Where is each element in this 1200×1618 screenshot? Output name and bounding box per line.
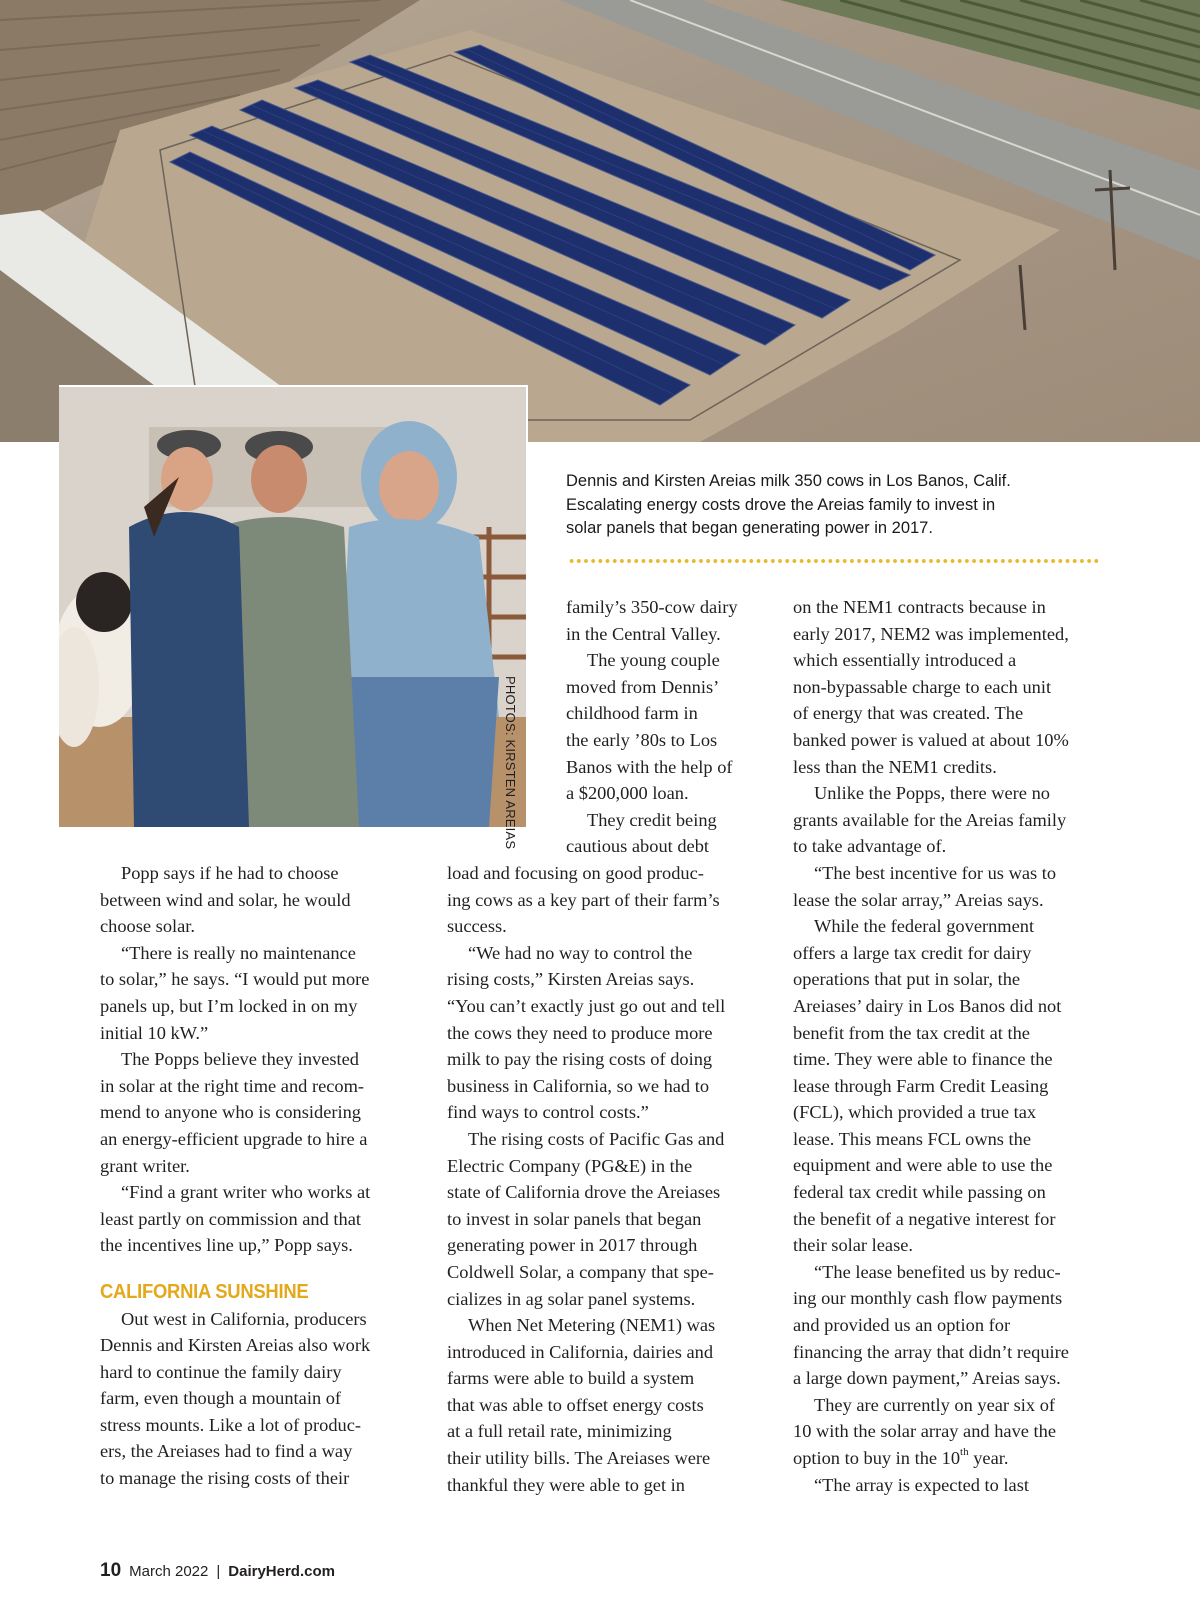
paragraph-text: They are currently on year six of 10 with the solar array and have the option to buy in the 10 (793, 1394, 1056, 1468)
photo-credit: PHOTOS: KIRSTEN AREIAS (503, 676, 518, 850)
paragraph (793, 1392, 1113, 1472)
paragraph: “There is really no maintenance to solar,” he says. “I would put more panels up, but I’m locked in on my initial 10 kW.” (100, 942, 370, 1043)
paragraph: load and focusing on good produc- ing cows as a key part of their farm’s success. (447, 863, 720, 937)
paragraph-text-end: year. (968, 1448, 1009, 1468)
paragraph: While the federal government offers a large tax credit for dairy operations that put in solar, the Areiases’ dairy in Los Banos did not benefit from the tax credit at the time. They were able to finance the lease through Farm Credit Leasing (FCL), which provided a true tax lease. This means FCL owns the equipment and were able to use the federal tax credit while passing on the benefit of a negative interest for their solar lease. (793, 916, 1062, 1256)
issue-date: March 2022 (129, 1563, 209, 1580)
ordinal-suffix: th (960, 1446, 969, 1458)
caption-line: Escalating energy costs drove the Areias family to invest in (566, 495, 996, 514)
paragraph: family’s 350-cow dairy in the Central Valley. (566, 597, 738, 644)
article-column-2-top (566, 594, 766, 860)
page-footer (100, 1560, 335, 1582)
website-name: DairyHerd.com (228, 1563, 335, 1580)
article-column-1 (100, 860, 410, 1492)
paragraph: Popp says if he had to choose between wind and solar, he would choose solar. (100, 863, 351, 937)
paragraph: When Net Metering (NEM1) was introduced in California, dairies and farms were able to build a system that was able to offset energy costs at a full retail rate, minimizing their utility bills. The Areiases were thankful they were able to get in (447, 1315, 716, 1495)
paragraph: “The lease benefited us by reduc- ing our monthly cash flow payments and provided us an option for financing the array that didn’t require a large down payment,” Areias says. (793, 1261, 1069, 1389)
paragraph: “We had no way to control the rising costs,” Kirsten Areias says. “You can’t exactly just go out and tell the cows they need to produce more milk to pay the rising costs of doing business in California, so we had to find ways to control costs.” (447, 942, 726, 1123)
paragraph: Unlike the Popps, there were no grants available for the Areias family to take advantage of. (793, 783, 1067, 857)
paragraph: on the NEM1 contracts because in early 2017, NEM2 was implemented, which essentially introduced a non-bypassable charge to each unit of energy that was created. The banked power is valued at about 10% less than the NEM1 credits. (793, 597, 1069, 777)
paragraph: “Find a grant writer who works at least partly on commission and that the incentives line up,” Popp says. (100, 1182, 371, 1256)
photo-caption (566, 470, 1106, 541)
article-column-2 (447, 860, 767, 1498)
paragraph: “The array is expected to last (814, 1474, 1029, 1495)
paragraph: The rising costs of Pacific Gas and Electric Company (PG&E) in the state of California drove the Areiases to invest in solar panels that began generating power in 2017 through Coldwell Solar, a company that spe- cializes in ag solar panel systems. (447, 1128, 725, 1309)
family-portrait-photo (59, 385, 528, 827)
dotted-divider (568, 558, 1101, 564)
article-column-3 (793, 594, 1113, 1498)
paragraph: The young couple moved from Dennis’ childhood farm in the early ’80s to Los Banos with the help of a $200,000 loan. (566, 650, 733, 804)
paragraph: They credit being cautious about debt (566, 809, 717, 857)
section-subhead: CALIFORNIA SUNSHINE (100, 1279, 309, 1303)
paragraph: “The best incentive for us was to lease the solar array,” Areias says. (793, 862, 1057, 910)
caption-line: solar panels that began generating power in 2017. (566, 519, 933, 537)
paragraph: The Popps believe they invested in solar at the right time and recom- mend to anyone who is considering an energy-efficient upgrade to hire a grant writer. (100, 1049, 368, 1176)
caption-line: Dennis and Kirsten Areias milk 350 cows in Los Banos, Calif. (566, 472, 1011, 490)
aerial-solar-array-photo (0, 0, 1200, 442)
paragraph: Out west in California, producers Dennis and Kirsten Areias also work hard to continue the family dairy farm, even though a mountain of stress mounts. Like a lot of produc- ers, the Areiases had to find a way to manage the rising costs of their (100, 1308, 371, 1489)
footer-separator: | (216, 1563, 221, 1580)
page-number: 10 (100, 1560, 122, 1581)
